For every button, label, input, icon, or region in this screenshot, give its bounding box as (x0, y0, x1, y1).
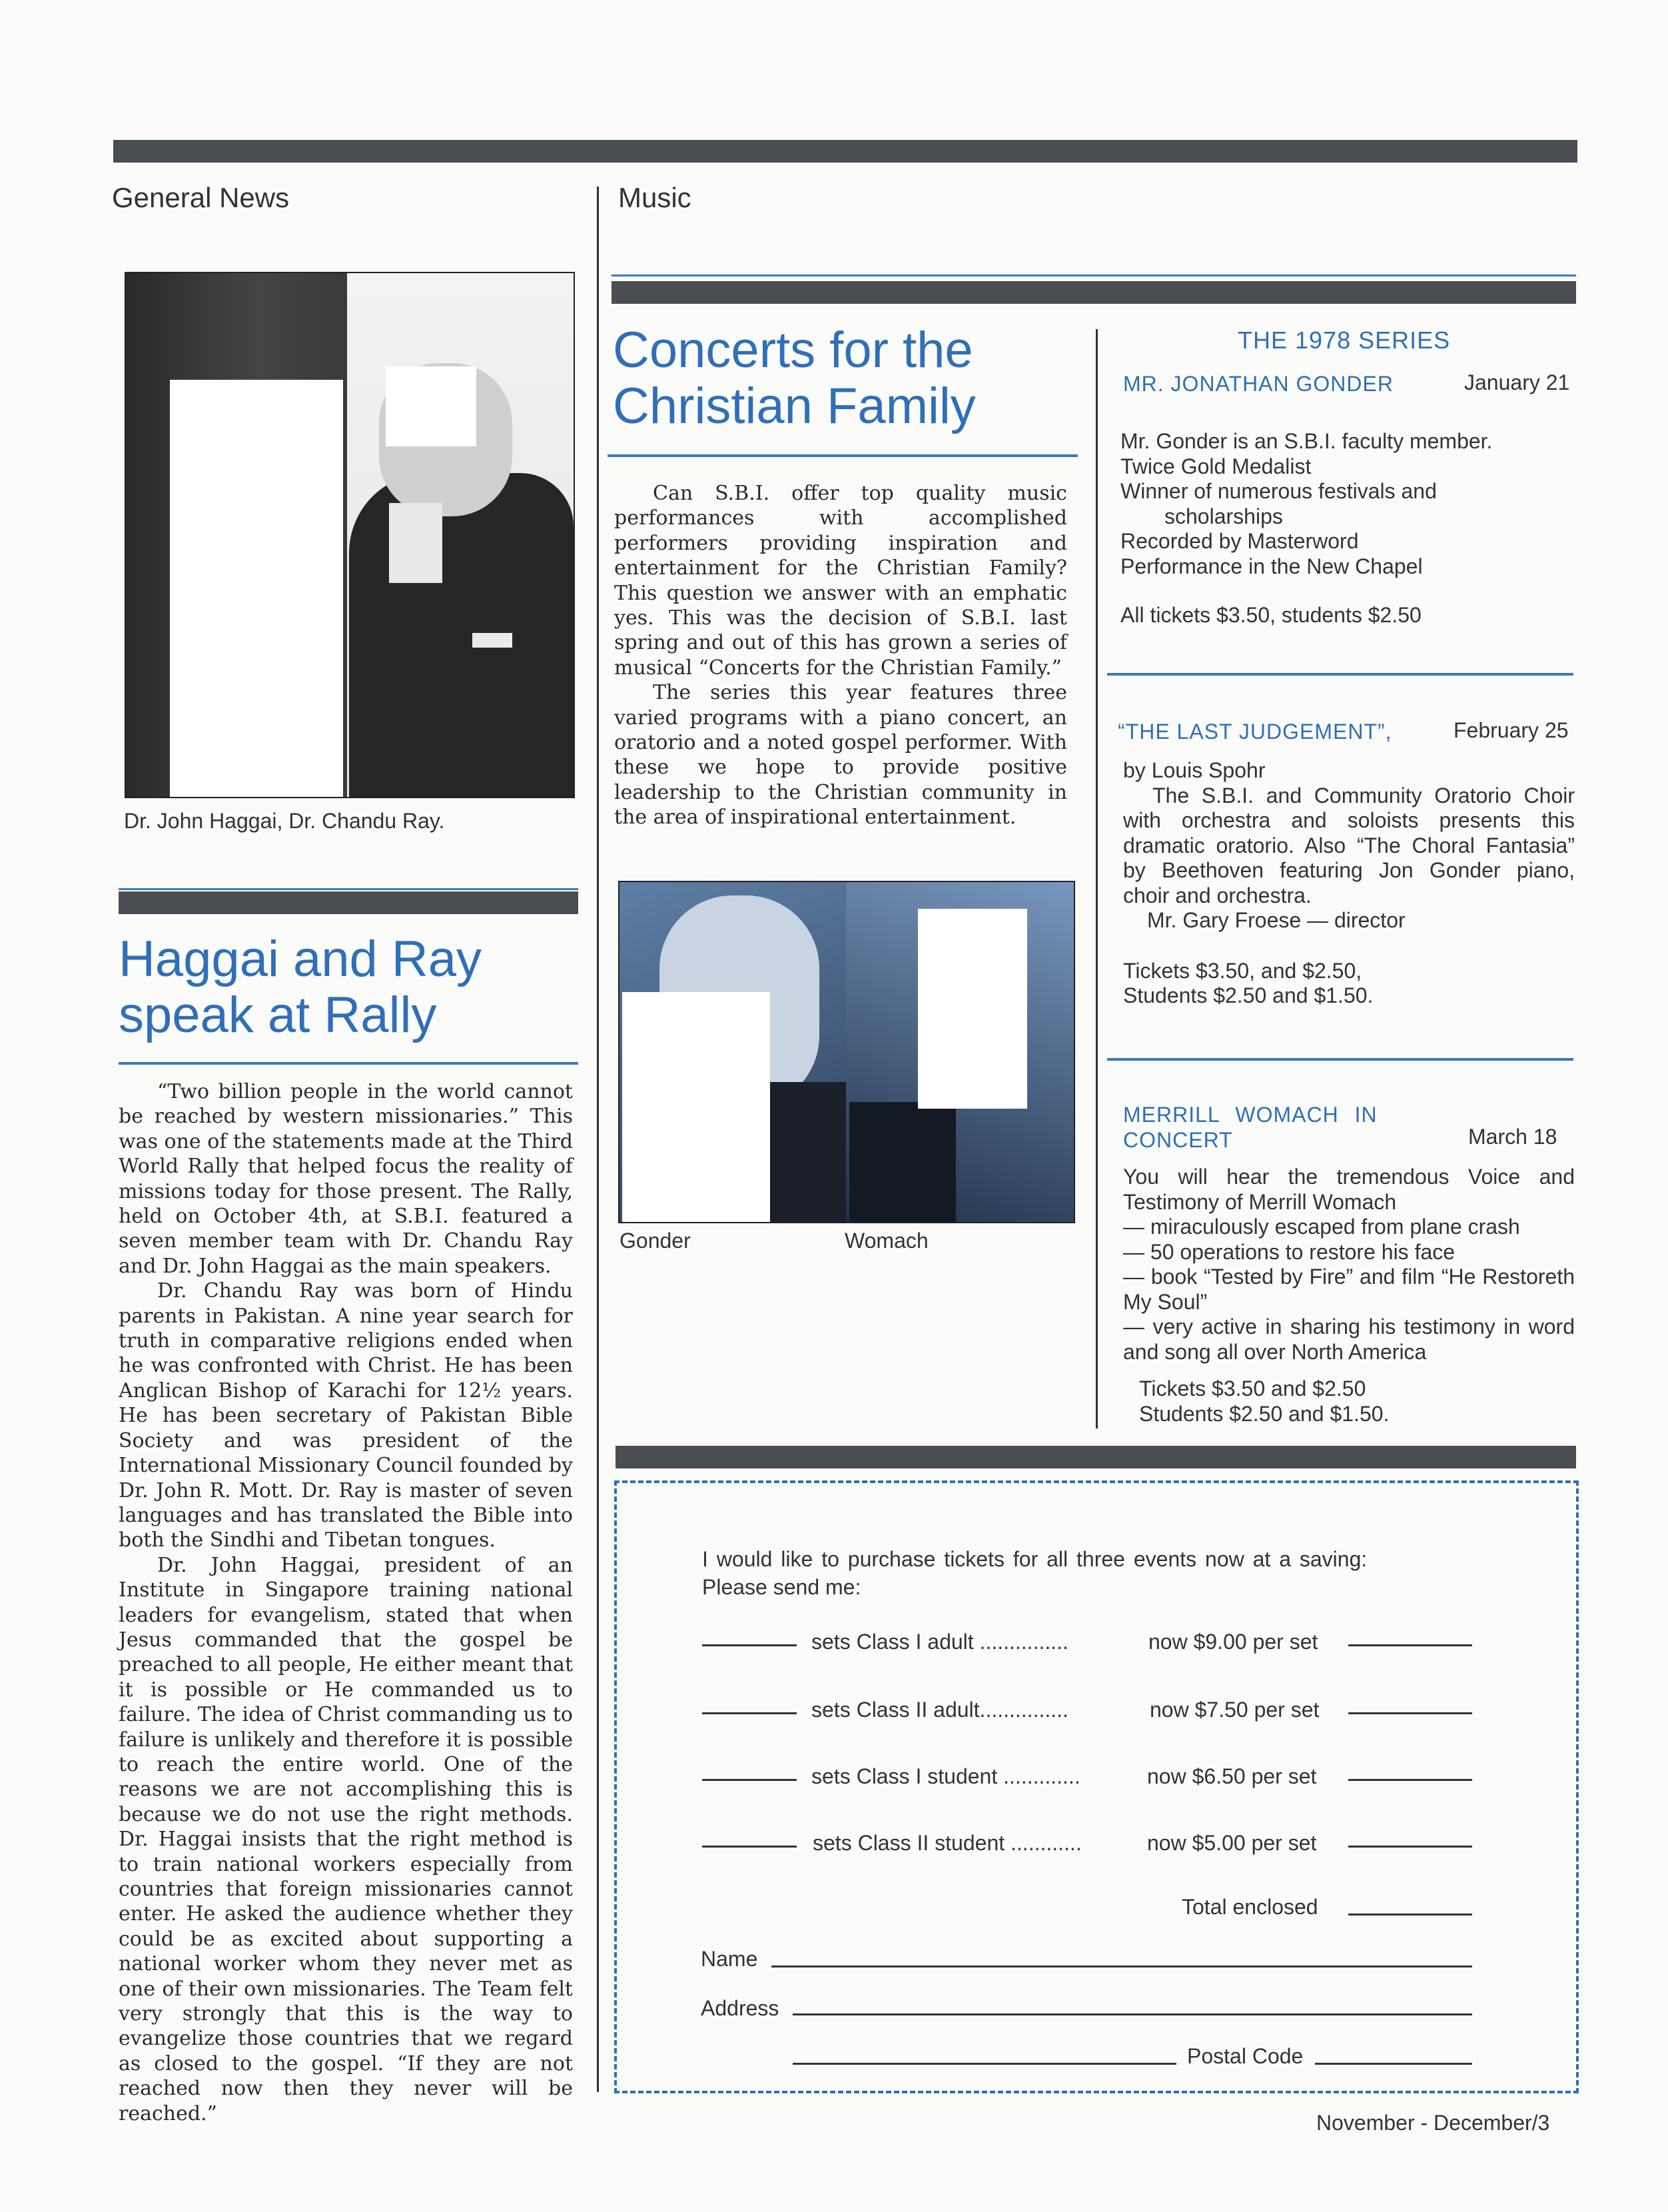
quantity-field-class1-adult[interactable] (702, 1644, 797, 1646)
event-details-womach (1123, 1165, 1575, 1426)
form-intro-line1: I would like to purchase tickets for all three events now at a saving: (702, 1547, 1368, 1571)
address-field[interactable] (793, 2013, 1472, 2015)
form-intro-line2: Please send me: (702, 1575, 861, 1599)
event-details-last-judgement (1123, 758, 1575, 1009)
quantity-field-class2-adult[interactable] (702, 1712, 797, 1714)
person-figure (349, 473, 574, 797)
event-name-gonder: MR. JONATHAN GONDER (1123, 372, 1394, 396)
event-date-last-judgement: February 25 (1454, 718, 1569, 742)
row-label-class1-student: sets Class I student ............. (811, 1764, 1080, 1788)
rally-headline-line1: Haggai and Ray (119, 931, 482, 987)
row-price-class1-student: now $6.50 per set (1147, 1764, 1317, 1788)
rally-paragraph: Dr. John Haggai, president of an Institute in Singapore training national leaders for evangelism, stated that when Jesus commanded that the gospel be preached to all people, He either meant that it is possible or He commanded us to failure. The idea of Christ commanding us to failure is unlikely and therefore it is possible to reach the entire world. One of the reasons we are not accomplishing this is because we do not use the right methods. Dr. Haggai insists that the right method is to train national workers especially from countries that foreign missionaries cannot enter. He asked the audience whether they could be as excited about supporting a national worker whom they never met as one of their own missionaries. The Team felt very strongly that this is the way to evangelize those countries that we regard as closed to the gospel. “If they are not reached now then they never will be reached.” (119, 1553, 573, 2125)
section-label-general-news: General News (112, 182, 290, 213)
row-label-class1-adult: sets Class I adult ............... (811, 1630, 1068, 1654)
event-line: by Louis Spohr (1123, 758, 1266, 782)
event-name-last-judgement: “THE LAST JUDGEMENT”, (1118, 720, 1392, 744)
event-line: — miraculously escaped from plane crash (1123, 1215, 1520, 1239)
series-rule-1 (1107, 673, 1573, 676)
row-price-class1-adult: now $9.00 per set (1148, 1630, 1318, 1654)
event-line: Recorded by Masterword (1120, 529, 1359, 553)
top-banner-bar (113, 140, 1577, 163)
event-line: Performance in the New Chapel (1120, 554, 1423, 578)
event-name-line: CONCERT (1123, 1128, 1233, 1152)
redaction-block (622, 992, 770, 1222)
pocket-square (472, 633, 512, 648)
event-tickets: Students $2.50 and $1.50. (1123, 983, 1374, 1007)
photo-caption-womach: Womach (845, 1229, 929, 1253)
row-price-class2-student: now $5.00 per set (1147, 1831, 1317, 1855)
concerts-headline (613, 322, 976, 434)
series-title: THE 1978 SERIES (1238, 326, 1451, 354)
amount-field-class2-student[interactable] (1348, 1846, 1472, 1848)
event-line: scholarships (1164, 504, 1283, 528)
rally-headline-line2: speak at Rally (119, 987, 437, 1043)
name-field[interactable] (771, 1965, 1472, 1967)
photo-caption-haggai-ray: Dr. John Haggai, Dr. Chandu Ray. (124, 809, 445, 833)
event-tickets: Tickets $3.50, and $2.50, (1123, 958, 1362, 983)
address-line2-field[interactable] (793, 2063, 1176, 2065)
event-name-womach (1123, 1102, 1378, 1153)
postal-code-field[interactable] (1315, 2063, 1472, 2065)
event-date-gonder: January 21 (1464, 370, 1570, 394)
section-label-music: Music (618, 182, 691, 213)
shirt-collar (389, 503, 442, 583)
row-label-class2-student: sets Class II student ............ (813, 1831, 1082, 1855)
rally-section-bar (119, 891, 578, 914)
concerts-headline-line1: Concerts for the (613, 322, 973, 378)
event-details-gonder (1120, 429, 1573, 628)
form-section-bar (616, 1446, 1576, 1468)
redaction-block (386, 366, 476, 446)
column-divider (597, 187, 599, 2092)
row-price-class2-adult: now $7.50 per set (1150, 1698, 1320, 1722)
music-rule-top (612, 275, 1576, 276)
rally-headline (119, 931, 482, 1043)
row-label-class2-adult: sets Class II adult............... (811, 1698, 1068, 1722)
quantity-field-class1-student[interactable] (702, 1779, 797, 1781)
concerts-rule-bottom (608, 454, 1078, 457)
page-footer: November - December/3 (1316, 2111, 1550, 2135)
event-date-womach: March 18 (1468, 1125, 1557, 1149)
event-tickets: Tickets $3.50 and $2.50 (1139, 1377, 1366, 1400)
photo-gonder-womach (618, 881, 1075, 1223)
rally-rule-top (119, 888, 578, 890)
event-line: — 50 operations to restore his face (1123, 1239, 1456, 1264)
amount-field-class1-adult[interactable] (1348, 1644, 1472, 1646)
concerts-article-body (614, 481, 1067, 830)
event-line: Winner of numerous festivals and (1120, 479, 1437, 503)
name-label: Name (701, 1947, 758, 1971)
photo-haggai-ray (125, 272, 575, 798)
total-enclosed-field[interactable] (1348, 1914, 1472, 1916)
event-tickets: Students $2.50 and $1.50. (1139, 1401, 1390, 1426)
series-divider (1096, 329, 1098, 1428)
event-line: — book “Tested by Fire” and film “He Restoreth My Soul” (1123, 1265, 1575, 1314)
redaction-block (170, 380, 343, 797)
event-line: You will hear the tremendous Voice and Testimony of Merrill Womach (1123, 1165, 1575, 1214)
event-name-line: MERRILL WOMACH IN (1123, 1103, 1378, 1127)
event-line: Twice Gold Medalist (1120, 454, 1312, 478)
postal-code-label: Postal Code (1187, 2044, 1304, 2068)
photo-caption-gonder: Gonder (620, 1229, 691, 1253)
rally-paragraph: “Two billion people in the world cannot be reached by western missionaries.” This was one of the statements made at the Third World Rally that helped focus the reality of missions today for those present. The Rally, held on October 4th, at S.B.I. featured a seven member team with Dr. Chandu Ray and Dr. John Haggai as the main speakers. (119, 1080, 573, 1278)
concerts-paragraph: The series this year features three varied programs with a piano concert, an oratorio and a noted gospel performer. With these we hope to provide positive leadership to the Christian community in the area of inspirational entertainment. (614, 681, 1067, 830)
address-label: Address (701, 1996, 779, 2020)
redaction-block (918, 909, 1027, 1109)
concerts-headline-line2: Christian Family (613, 378, 976, 434)
quantity-field-class2-student[interactable] (702, 1846, 797, 1848)
rally-article-body (119, 1079, 573, 2126)
series-rule-2 (1107, 1058, 1573, 1061)
event-line: Mr. Gonder is an S.B.I. faculty member. (1120, 429, 1493, 453)
womach-suit (849, 1102, 956, 1222)
total-enclosed-label: Total enclosed (1182, 1895, 1318, 1919)
rally-rule-bottom (119, 1062, 578, 1065)
concerts-paragraph: Can S.B.I. offer top quality music performances with accomplished performers providing inspiration and entertainment for the Christian Family? This question we answer with an emphatic yes. This was the decision of S.B.I. last spring and out of this has grown a series of musical “Concerts for the Christian Family.” (614, 482, 1067, 680)
music-section-bar (612, 281, 1576, 304)
event-tickets: All tickets $3.50, students $2.50 (1120, 603, 1422, 627)
rally-paragraph: Dr. Chandu Ray was born of Hindu parents in Pakistan. A nine year search for truth in comparative religions ended when he was confronted with Christ. He has been Anglican Bishop of Karachi for 12½ years. He has been secretary of Pakistan Bible Society and was president of the International Missionary Council founded by Dr. John R. Mott. Dr. Ray is master of seven languages and has translated the Bible into both the Sindhi and Tibetan tongues. (119, 1279, 573, 1552)
event-line: The S.B.I. and Community Oratorio Choir with orchestra and soloists presents this dramatic oratorio. Also “The Choral Fantasia” by Beethoven featuring Jon Gonder piano, choir and orchestra. (1123, 783, 1575, 907)
event-line: Mr. Gary Froese — director (1147, 908, 1406, 932)
amount-field-class1-student[interactable] (1348, 1779, 1472, 1781)
amount-field-class2-adult[interactable] (1348, 1712, 1472, 1714)
event-line: — very active in sharing his testimony in word and song all over North America (1123, 1315, 1575, 1364)
